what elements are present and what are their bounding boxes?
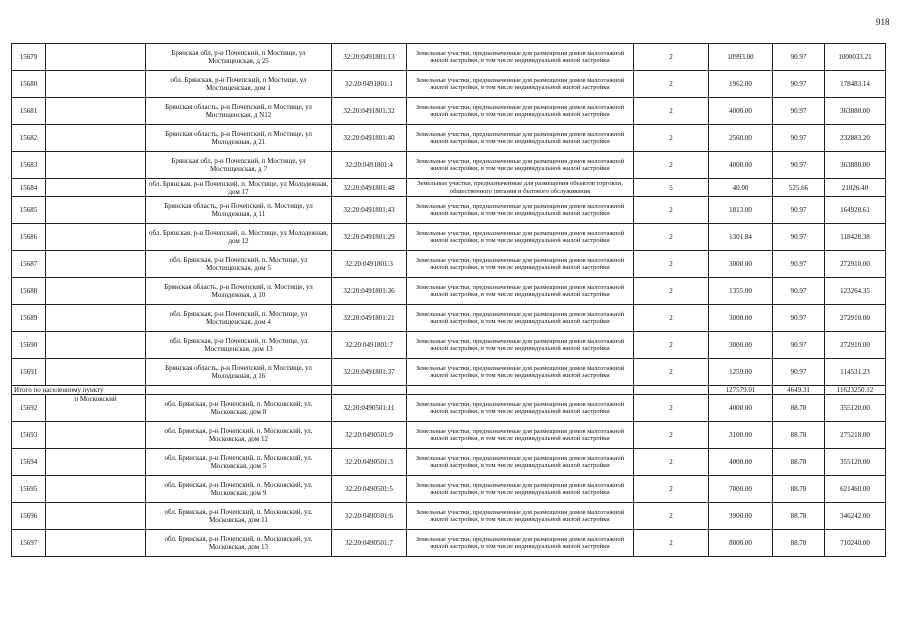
row-locality — [46, 530, 146, 557]
row-rate: 88.78 — [773, 395, 825, 422]
row-address: обл. Брянская, р-н Почепский, п. Мостище, ул Молодежная, дом 12 — [146, 224, 332, 251]
row-locality — [46, 332, 146, 359]
row-address: обл. Брянская, р-н Почепский, п. Московский, ул. Московская, дом 5 — [146, 449, 332, 476]
row-address: Брянская область, р-н Почепский, п Мостище, ул Мостищенская, д N12 — [146, 98, 332, 125]
table-row — [12, 422, 886, 449]
table-row — [12, 224, 886, 251]
row-cadastral-number: 32:20:0491801:37 — [332, 359, 407, 386]
row-address: обл. Брянская, р-н Почепский, п. Московский, ул. Московская, дом 9 — [146, 476, 332, 503]
row-area: 1301.84 — [709, 224, 773, 251]
row-group: 2 — [634, 359, 709, 386]
row-cadastral-number: 32:20:0491801:13 — [332, 44, 407, 71]
row-land-use: Земельные участки, предназначенные для размещения домов малоэтажной жилой застройки, в том числе индивидуальной жилой застройки — [407, 71, 634, 98]
row-value: 178483.14 — [825, 71, 886, 98]
row-locality — [46, 278, 146, 305]
row-land-use: Земельные участки, предназначенные для размещения домов малоэтажной жилой застройки, в том числе индивидуальной жилой застройки — [407, 305, 634, 332]
row-group: 2 — [634, 476, 709, 503]
row-number: 15682 — [12, 125, 46, 152]
row-address: обл. Брянская, р-н Почепский, п. Мостище, ул Мостищенская, дом 5 — [146, 251, 332, 278]
row-value: 1000033.21 — [825, 44, 886, 71]
table-total-section — [12, 386, 886, 395]
row-address: обл. Брянская, р-н Почепский, п. Московский, ул. Московская, дом 12 — [146, 422, 332, 449]
row-area: 4000.00 — [709, 449, 773, 476]
row-land-use: Земельные участки, предназначенные для размещения домов малоэтажной жилой застройки, в том числе индивидуальной жилой застройки — [407, 449, 634, 476]
row-group: 2 — [634, 152, 709, 179]
row-rate: 525.66 — [773, 179, 825, 197]
table-body-section-a — [12, 44, 886, 386]
row-locality — [46, 98, 146, 125]
row-cadastral-number: 32:20:0490501:5 — [332, 476, 407, 503]
row-land-use: Земельные участки, предназначенные для размещения домов малоэтажной жилой застройки, в том числе индивидуальной жилой застройки — [407, 530, 634, 557]
row-address: Брянская область, р-н Почепский, п. Мостище, ул Молодежная, д 11 — [146, 197, 332, 224]
row-group: 2 — [634, 449, 709, 476]
row-address: обл. Брянская, р-н Почепский, п. Мостище, ул Мостищенская, дом 13 — [146, 332, 332, 359]
row-locality — [46, 449, 146, 476]
row-cadastral-number: 32:20:0491801:1 — [332, 71, 407, 98]
row-number: 15689 — [12, 305, 46, 332]
table-row — [12, 98, 886, 125]
row-group: 2 — [634, 332, 709, 359]
row-number: 15679 — [12, 44, 46, 71]
row-locality — [46, 422, 146, 449]
row-value: 164928.61 — [825, 197, 886, 224]
row-number: 15695 — [12, 476, 46, 503]
row-cadastral-number: 32:20:0491801:3 — [332, 251, 407, 278]
row-area: 3000.00 — [709, 332, 773, 359]
row-value: 363880.00 — [825, 98, 886, 125]
row-number: 15683 — [12, 152, 46, 179]
total-empty-cadastral — [332, 386, 407, 395]
row-cadastral-number: 32:20:0490501:6 — [332, 503, 407, 530]
row-rate: 90.97 — [773, 44, 825, 71]
row-number: 15692 — [12, 395, 46, 422]
row-value: 232883.20 — [825, 125, 886, 152]
row-number: 15693 — [12, 422, 46, 449]
row-rate: 90.97 — [773, 152, 825, 179]
row-address: обл. Брянская, р-н Почепский, п. Мостище, ул Мостищенская, дом 4 — [146, 305, 332, 332]
total-empty-group — [634, 386, 709, 395]
row-value: 123264.35 — [825, 278, 886, 305]
total-area: 127579.01 — [709, 386, 773, 395]
row-area: 8000.00 — [709, 530, 773, 557]
row-land-use: Земельные участки, предназначенные для размещения объектов торговли, общественного питания и бытового обслуживания — [407, 179, 634, 197]
row-number: 15690 — [12, 332, 46, 359]
row-value: 21026.40 — [825, 179, 886, 197]
row-land-use: Земельные участки, предназначенные для размещения домов малоэтажной жилой застройки, в том числе индивидуальной жилой застройки — [407, 278, 634, 305]
row-number: 15686 — [12, 224, 46, 251]
row-land-use: Земельные участки, предназначенные для размещения домов малоэтажной жилой застройки, в том числе индивидуальной жилой застройки — [407, 422, 634, 449]
row-rate: 90.97 — [773, 359, 825, 386]
row-area: 1259.00 — [709, 359, 773, 386]
row-group: 2 — [634, 305, 709, 332]
row-area: 1355.00 — [709, 278, 773, 305]
row-land-use: Земельные участки, предназначенные для размещения домов малоэтажной жилой застройки, в том числе индивидуальной жилой застройки — [407, 395, 634, 422]
row-area: 1962.00 — [709, 71, 773, 98]
row-rate: 88.78 — [773, 476, 825, 503]
row-locality — [46, 179, 146, 197]
row-rate: 90.97 — [773, 125, 825, 152]
row-rate: 88.78 — [773, 530, 825, 557]
total-label: Итого по населенному пункту — [12, 386, 146, 395]
row-value: 621460.00 — [825, 476, 886, 503]
row-locality: п Московский — [46, 395, 146, 422]
row-area: 3900.00 — [709, 503, 773, 530]
row-land-use: Земельные участки, предназначенные для размещения домов малоэтажной жилой застройки, в том числе индивидуальной жилой застройки — [407, 98, 634, 125]
row-group: 2 — [634, 44, 709, 71]
row-number: 15680 — [12, 71, 46, 98]
row-rate: 90.97 — [773, 224, 825, 251]
row-group: 2 — [634, 224, 709, 251]
row-cadastral-number: 32:20:0490501:9 — [332, 422, 407, 449]
row-area: 3000.00 — [709, 305, 773, 332]
row-land-use: Земельные участки, предназначенные для размещения домов малоэтажной жилой застройки, в том числе индивидуальной жилой застройки — [407, 503, 634, 530]
row-value: 272910.00 — [825, 251, 886, 278]
row-address: Брянская обл, р-н Почепский, п Мостище, ул Мостищенская, д 25 — [146, 44, 332, 71]
row-value: 275218.00 — [825, 422, 886, 449]
table-body-section-b — [12, 395, 886, 557]
row-locality — [46, 224, 146, 251]
row-value: 355120.00 — [825, 395, 886, 422]
row-land-use: Земельные участки, предназначенные для размещения домов малоэтажной жилой застройки, в том числе индивидуальной жилой застройки — [407, 476, 634, 503]
row-value: 118428.38 — [825, 224, 886, 251]
table-row — [12, 305, 886, 332]
row-value: 710240.00 — [825, 530, 886, 557]
table-row — [12, 476, 886, 503]
row-locality — [46, 305, 146, 332]
row-cadastral-number: 32:20:0491801:48 — [332, 179, 407, 197]
row-cadastral-number: 32:20:0490501:7 — [332, 530, 407, 557]
row-land-use: Земельные участки, предназначенные для размещения домов малоэтажной жилой застройки, в том числе индивидуальной жилой застройки — [407, 359, 634, 386]
row-address: обл. Брянская, р-н Почепский, п. Московский, ул. Московская, дом 11 — [146, 503, 332, 530]
row-rate: 90.97 — [773, 197, 825, 224]
row-address: обл. Брянская, р-н Почепский, п Мостище, ул Мостищенская, дом 1 — [146, 71, 332, 98]
row-land-use: Земельные участки, предназначенные для размещения домов малоэтажной жилой застройки, в том числе индивидуальной жилой застройки — [407, 125, 634, 152]
row-number: 15687 — [12, 251, 46, 278]
row-number: 15696 — [12, 503, 46, 530]
row-address: Брянская область, р-н Почепский, п. Мостище, ул Молодежная, д 10 — [146, 278, 332, 305]
row-number: 15697 — [12, 530, 46, 557]
row-address: Брянская область, р-н Почепский, п Мостище, ул Молодежная, д 16 — [146, 359, 332, 386]
table-row — [12, 359, 886, 386]
row-land-use: Земельные участки, предназначенные для размещения домов малоэтажной жилой застройки, в том числе индивидуальной жилой застройки — [407, 44, 634, 71]
table-row — [12, 71, 886, 98]
table-row — [12, 44, 886, 71]
cadastral-value-table — [11, 43, 886, 557]
table-row — [12, 152, 886, 179]
row-number: 15688 — [12, 278, 46, 305]
row-locality — [46, 152, 146, 179]
row-rate: 90.97 — [773, 278, 825, 305]
row-rate: 90.97 — [773, 98, 825, 125]
row-locality — [46, 44, 146, 71]
row-number: 15685 — [12, 197, 46, 224]
row-address: обл. Брянская, р-н Почепский, п. Московский, ул. Московская, дом 13 — [146, 530, 332, 557]
row-rate: 90.97 — [773, 332, 825, 359]
row-rate: 88.78 — [773, 503, 825, 530]
row-value: 346242.00 — [825, 503, 886, 530]
row-locality — [46, 197, 146, 224]
row-locality — [46, 503, 146, 530]
row-locality — [46, 251, 146, 278]
row-cadastral-number: 32:20:0491801:7 — [332, 332, 407, 359]
row-group: 2 — [634, 71, 709, 98]
row-area: 4000.00 — [709, 98, 773, 125]
total-empty-address — [146, 386, 332, 395]
row-area: 3100.00 — [709, 422, 773, 449]
row-rate: 88.78 — [773, 422, 825, 449]
row-area: 4000.00 — [709, 395, 773, 422]
table-row — [12, 530, 886, 557]
row-value: 114531.23 — [825, 359, 886, 386]
row-value: 272910.00 — [825, 305, 886, 332]
table-row — [12, 197, 886, 224]
row-area: 3000.00 — [709, 251, 773, 278]
row-locality — [46, 71, 146, 98]
row-land-use: Земельные участки, предназначенные для размещения домов малоэтажной жилой застройки, в том числе индивидуальной жилой застройки — [407, 251, 634, 278]
row-cadastral-number: 32:20:0491801:43 — [332, 197, 407, 224]
row-area: 10993.00 — [709, 44, 773, 71]
row-group: 5 — [634, 179, 709, 197]
table-row — [12, 395, 886, 422]
row-land-use: Земельные участки, предназначенные для размещения домов малоэтажной жилой застройки, в том числе индивидуальной жилой застройки — [407, 197, 634, 224]
table-row — [12, 251, 886, 278]
row-value: 363880.00 — [825, 152, 886, 179]
row-group: 2 — [634, 251, 709, 278]
row-address: Брянская область, р-н Почепский, п Мостище, ул Молодежная, д 21 — [146, 125, 332, 152]
row-value: 272910.00 — [825, 332, 886, 359]
row-address: обл. Брянская, р-н Почепский, п. Московский, ул. Московская, дом 8 — [146, 395, 332, 422]
row-group: 2 — [634, 278, 709, 305]
row-group: 2 — [634, 530, 709, 557]
row-group: 2 — [634, 197, 709, 224]
row-locality — [46, 476, 146, 503]
row-cadastral-number: 32:20:0491801:32 — [332, 98, 407, 125]
row-group: 2 — [634, 395, 709, 422]
row-number: 15684 — [12, 179, 46, 197]
row-number: 15694 — [12, 449, 46, 476]
total-rate: 4649.31 — [773, 386, 825, 395]
row-area: 2560.00 — [709, 125, 773, 152]
row-number: 15691 — [12, 359, 46, 386]
row-cadastral-number: 32:20:0491801:4 — [332, 152, 407, 179]
row-rate: 90.97 — [773, 71, 825, 98]
table-row — [12, 125, 886, 152]
row-address: обл. Брянская, р-н Почепский, п. Мостище, ул Молодежная, дом 17 — [146, 179, 332, 197]
row-area: 7000.00 — [709, 476, 773, 503]
row-group: 2 — [634, 98, 709, 125]
row-cadastral-number: 32:20:0491801:29 — [332, 224, 407, 251]
row-value: 355120.00 — [825, 449, 886, 476]
row-cadastral-number: 32:20:0491801:21 — [332, 305, 407, 332]
row-area: 40.00 — [709, 179, 773, 197]
table-row — [12, 449, 886, 476]
total-value: 11623250.12 — [825, 386, 886, 395]
row-address: Брянская обл, р-н Почепский, п Мостище, ул Мостищенская, д 7 — [146, 152, 332, 179]
row-rate: 90.97 — [773, 305, 825, 332]
row-cadastral-number: 32:20:0490501:11 — [332, 395, 407, 422]
row-locality — [46, 359, 146, 386]
row-land-use: Земельные участки, предназначенные для размещения домов малоэтажной жилой застройки, в том числе индивидуальной жилой застройки — [407, 332, 634, 359]
row-rate: 90.97 — [773, 251, 825, 278]
row-land-use: Земельные участки, предназначенные для размещения домов малоэтажной жилой застройки, в том числе индивидуальной жилой застройки — [407, 224, 634, 251]
row-cadastral-number: 32:20:0491801:40 — [332, 125, 407, 152]
total-row — [12, 386, 886, 395]
row-group: 2 — [634, 125, 709, 152]
row-cadastral-number: 32:20:0490501:3 — [332, 449, 407, 476]
table-row — [12, 278, 886, 305]
row-area: 1813.00 — [709, 197, 773, 224]
page-number: 918 — [876, 17, 890, 27]
table-row — [12, 179, 886, 197]
row-group: 2 — [634, 503, 709, 530]
row-area: 4000.00 — [709, 152, 773, 179]
row-number: 15681 — [12, 98, 46, 125]
table-row — [12, 332, 886, 359]
total-empty-use — [407, 386, 634, 395]
row-group: 2 — [634, 422, 709, 449]
table-row — [12, 503, 886, 530]
row-locality — [46, 125, 146, 152]
row-cadastral-number: 32:20:0491801:36 — [332, 278, 407, 305]
row-rate: 88.78 — [773, 449, 825, 476]
row-land-use: Земельные участки, предназначенные для размещения домов малоэтажной жилой застройки, в том числе индивидуальной жилой застройки — [407, 152, 634, 179]
